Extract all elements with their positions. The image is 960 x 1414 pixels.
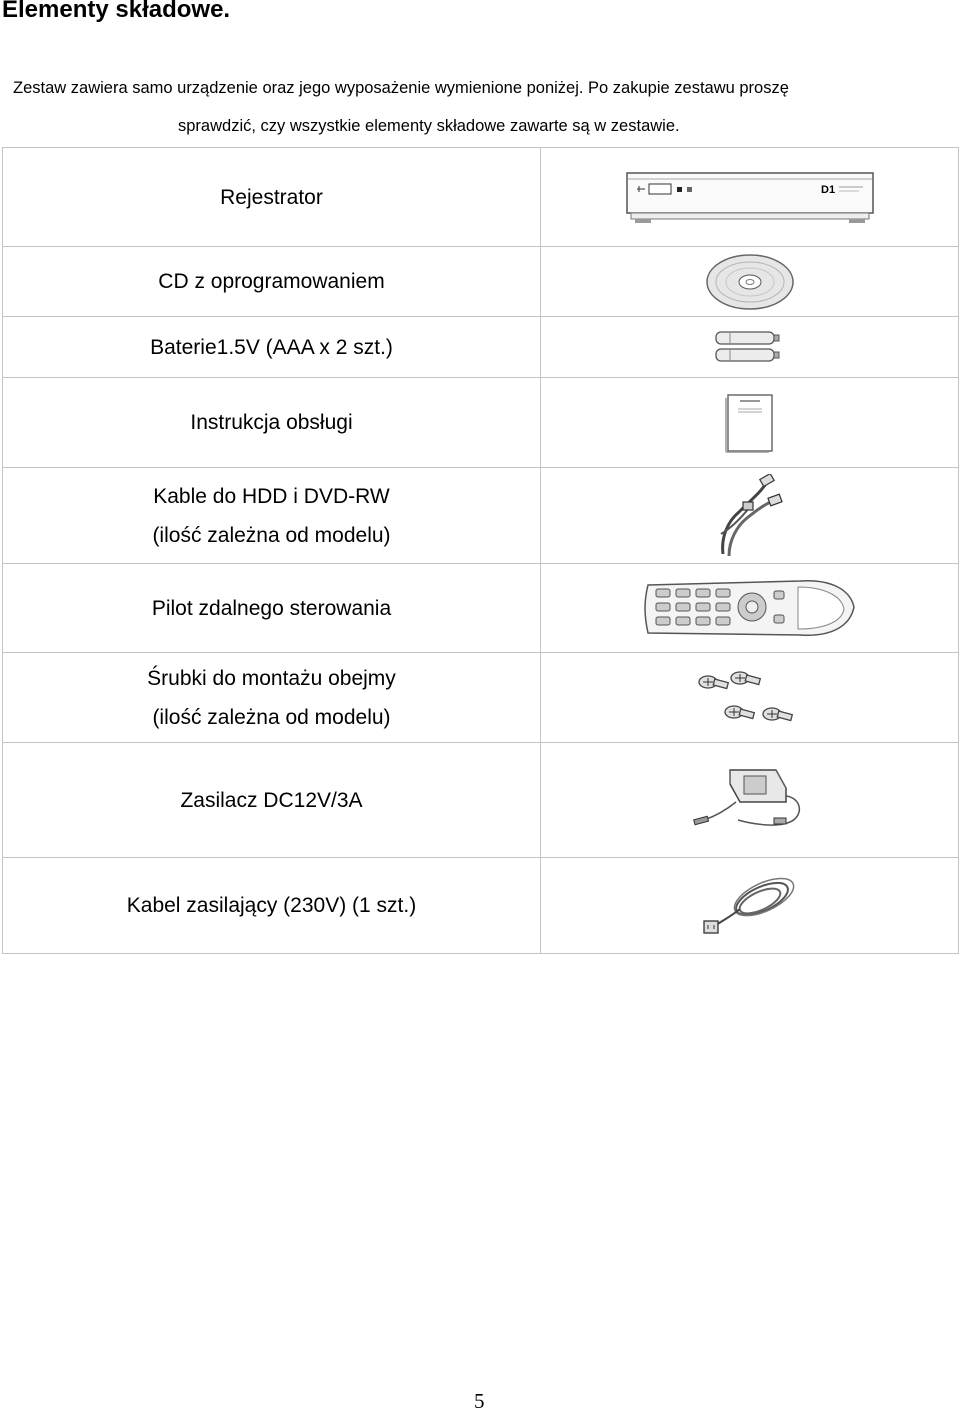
item-label: Zasilacz DC12V/3A — [3, 743, 541, 858]
table-row — [3, 653, 959, 743]
screws-icon — [696, 668, 804, 728]
table-row — [3, 743, 959, 858]
item-image-cell — [541, 858, 959, 954]
item-label — [3, 653, 541, 743]
item-image-cell — [541, 148, 959, 247]
item-label: Pilot zdalnego sterowania — [3, 564, 541, 653]
table-row — [3, 317, 959, 378]
item-label: Kabel zasilający (230V) (1 szt.) — [3, 858, 541, 954]
intro-text-line-1: Zestaw zawiera samo urządzenie oraz jego wyposażenie wymienione poniżej. Po zakupie zestawu proszę — [13, 79, 789, 97]
item-label: Rejestrator — [3, 148, 541, 247]
table-row — [3, 468, 959, 564]
item-label-line-2: (ilość zależna od modelu) — [152, 523, 391, 547]
item-image-cell — [541, 317, 959, 378]
item-image-cell — [541, 468, 959, 564]
item-label: Baterie1.5V (AAA x 2 szt.) — [3, 317, 541, 378]
item-label — [3, 468, 541, 564]
hdd-dvd-cables-icon — [715, 474, 785, 558]
page-title: Elementy składowe. — [2, 0, 231, 23]
table-row — [3, 378, 959, 468]
item-image-cell — [541, 247, 959, 317]
dvr-recorder-icon — [625, 169, 875, 225]
table-row — [3, 148, 959, 247]
item-label-line-2: (ilość zależna od modelu) — [152, 705, 391, 729]
item-image-cell — [541, 378, 959, 468]
batteries-icon — [710, 329, 790, 365]
item-image-cell — [541, 653, 959, 743]
manual-booklet-icon — [724, 393, 776, 453]
table-row — [3, 564, 959, 653]
components-table — [2, 147, 959, 954]
remote-control-icon — [640, 575, 860, 641]
recorder-brand: D1 — [820, 184, 835, 196]
item-image-cell — [541, 564, 959, 653]
item-label: Instrukcja obsługi — [3, 378, 541, 468]
item-label-line-1: Śrubki do montażu obejmy — [147, 666, 396, 690]
table-row — [3, 858, 959, 954]
item-label-line-1: Kable do HDD i DVD-RW — [153, 484, 390, 508]
item-label: CD z oprogramowaniem — [3, 247, 541, 317]
page-number: 5 — [474, 1389, 485, 1413]
power-adapter-icon — [690, 762, 810, 838]
item-image-cell — [541, 743, 959, 858]
intro-text-line-2: sprawdzić, czy wszystkie elementy składowe zawarte są w zestawie. — [178, 117, 680, 135]
table-row — [3, 247, 959, 317]
power-cable-icon — [700, 873, 800, 939]
cd-disc-icon — [704, 252, 796, 312]
